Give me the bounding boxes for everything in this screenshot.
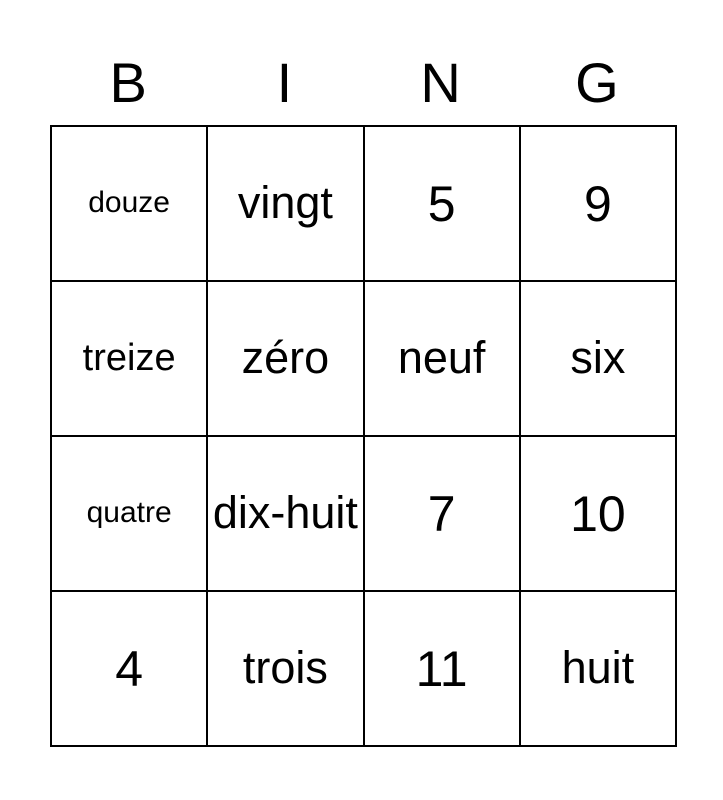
bingo-cell[interactable] xyxy=(365,127,521,282)
bingo-cell[interactable] xyxy=(52,282,208,437)
bingo-cell-text: 7 xyxy=(427,485,456,542)
bingo-cell-text: 9 xyxy=(583,175,612,232)
bingo-cell-text: 4 xyxy=(115,640,144,697)
bingo-cell-text: 11 xyxy=(415,640,468,697)
bingo-row xyxy=(52,282,677,437)
bingo-cell[interactable] xyxy=(365,592,521,747)
bingo-cell-text: 10 xyxy=(570,485,626,542)
header-letter-i: I xyxy=(276,51,293,114)
header-letter-n: N xyxy=(420,51,461,114)
bingo-row xyxy=(52,437,677,592)
bingo-cell-text: douze xyxy=(88,186,170,220)
bingo-cell[interactable] xyxy=(521,282,677,437)
bingo-cell[interactable] xyxy=(521,592,677,747)
bingo-cell[interactable] xyxy=(208,282,364,437)
bingo-row xyxy=(52,127,677,282)
bingo-cell-text: dix-huit xyxy=(212,487,358,539)
header-letter-g: G xyxy=(575,51,619,114)
bingo-cell[interactable] xyxy=(208,437,364,592)
bingo-cell-text: vingt xyxy=(237,177,333,229)
bingo-cell[interactable] xyxy=(208,592,364,747)
bingo-row xyxy=(52,592,677,747)
header-letter-b: B xyxy=(109,51,147,114)
bingo-cell-text: trois xyxy=(242,642,328,694)
bingo-cell[interactable] xyxy=(521,437,677,592)
bingo-cell[interactable] xyxy=(521,127,677,282)
bingo-cell[interactable] xyxy=(52,592,208,747)
bingo-header xyxy=(50,40,675,125)
bingo-cell-text: 5 xyxy=(427,175,456,232)
bingo-cell[interactable] xyxy=(52,437,208,592)
bingo-cell-text: huit xyxy=(561,642,635,694)
bingo-card xyxy=(50,40,675,747)
bingo-cell[interactable] xyxy=(365,437,521,592)
bingo-cell[interactable] xyxy=(208,127,364,282)
bingo-cell-text: neuf xyxy=(397,332,486,384)
bingo-cell-text: zéro xyxy=(241,332,330,384)
bingo-cell-text: treize xyxy=(82,336,176,379)
bingo-cell-text: quatre xyxy=(86,496,172,530)
bingo-cell[interactable] xyxy=(365,282,521,437)
bingo-cell[interactable] xyxy=(52,127,208,282)
bingo-cell-text: six xyxy=(570,332,626,384)
bingo-grid xyxy=(50,125,677,747)
